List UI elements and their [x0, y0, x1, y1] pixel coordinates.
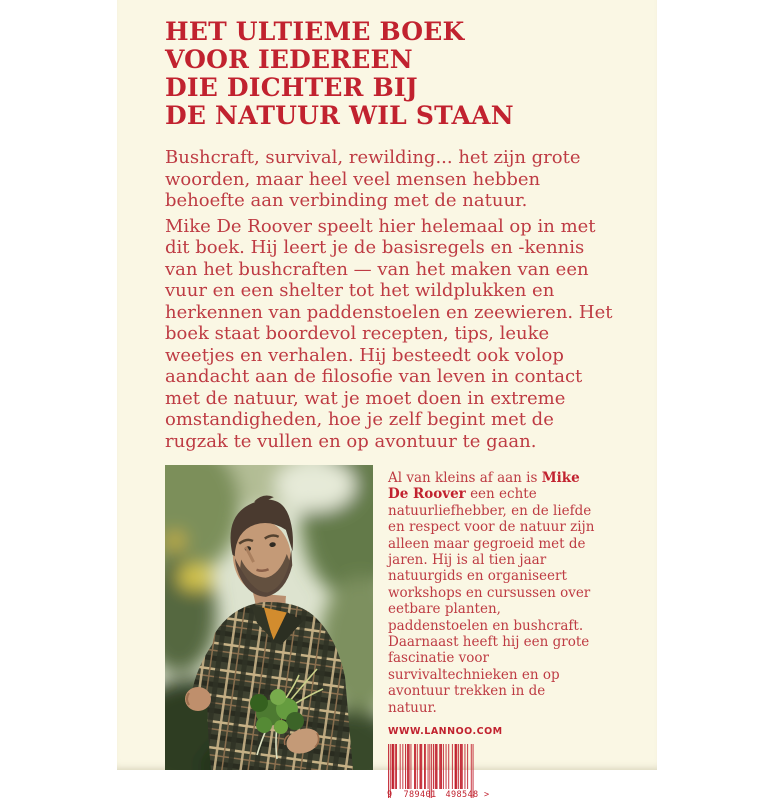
barcode-digit-group: 9 — [387, 790, 393, 801]
author-bio — [388, 470, 598, 716]
cover-content — [165, 0, 613, 804]
headline-line: VOOR IEDEREEN — [165, 45, 413, 74]
author-photo — [165, 465, 373, 770]
raised-hand — [185, 687, 211, 711]
headline-line: DE NATUUR WIL STAAN — [165, 101, 514, 130]
barcode-digit-group: 498548 — [445, 790, 479, 801]
barcode — [388, 744, 488, 804]
author-name: Mike De Roover — [388, 470, 580, 503]
publisher-website: WWW.LANNOO.COM — [388, 726, 503, 738]
author-photo-illustration — [165, 465, 373, 770]
book-back-cover — [117, 0, 657, 801]
bio-prefix: Al van kleins af aan is — [388, 470, 542, 486]
headline-line: DIE DICHTER BIJ — [165, 73, 418, 102]
cover-headline — [165, 18, 613, 130]
body-paragraph: Mike De Roover speelt hier helemaal op in met dit boek. Hij leert je de basisregels en -kennis van het bushcraften — van het maken van een vuur en een shelter tot het wildplukken en herkennen van paddenstoelen en zeewieren. Het boek staat boordevol recepten, tips, leuke weetjes en verhalen. Hij besteedt ook volop aandacht aan de filosofie van leven in contact met de natuur, wat je moet doen in extreme omstandigheden, hoe je zelf begint met de rugzak te vullen en op avontuur te gaan. — [165, 215, 613, 452]
barcode-digits — [388, 790, 488, 801]
bottom-section — [165, 465, 613, 804]
bio-rest: een echte natuurliefhebber, en de liefde en respect voor de natuur zijn alleen maar gegroeid met de jaren. Hij is al tien jaar natuurgids en organiseert workshops en cursussen over eetbare planten, paddenstoelen en bushcraft. Daarnaast heeft hij een grote fascinatie voor survivaltechnieken en op avontuur trekken in de natuur. — [388, 486, 595, 716]
intro-paragraph: Bushcraft, survival, rewilding... het zijn grote woorden, maar heel veel mensen hebben behoefte aan verbinding met de natuur. — [165, 147, 581, 211]
headline-line: HET ULTIEME BOEK — [165, 17, 465, 46]
barcode-digit-group: 789401 — [403, 790, 437, 801]
barcode-arrow: > — [484, 790, 490, 801]
right-column — [388, 465, 598, 804]
